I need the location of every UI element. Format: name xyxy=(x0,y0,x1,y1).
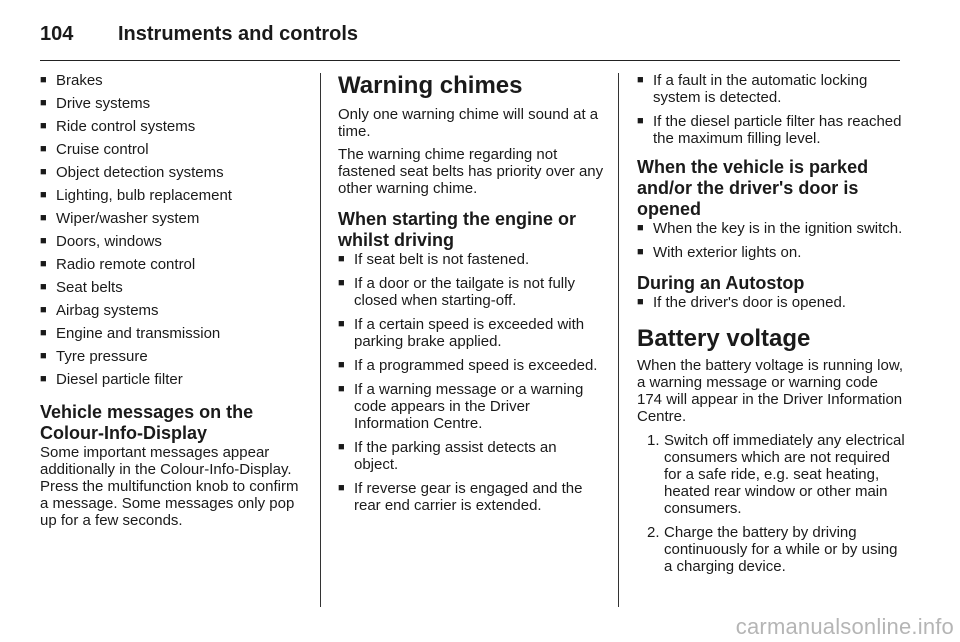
list-item: ■ If the diesel particle filter has reached the maximum filling level. xyxy=(637,113,907,147)
list-item: ■ With exterior lights on. xyxy=(637,244,907,261)
list-item: ■ If the parking assist detects an object. xyxy=(338,439,604,473)
column-3 xyxy=(637,72,907,582)
column-divider xyxy=(618,73,619,607)
list-item: ■ If the driver's door is opened. xyxy=(637,294,907,311)
page-number: 104 xyxy=(40,22,74,45)
step-number: 1. xyxy=(647,432,660,449)
list-item: ■ Engine and transmission xyxy=(40,325,304,342)
list-item: ■ Cruise control xyxy=(40,141,304,158)
list-item: ■ If a certain speed is exceeded with parking brake applied. xyxy=(338,316,604,350)
step-number: 2. xyxy=(647,524,660,541)
step-text: Charge the battery by driving continuously for a while or by using a charging device. xyxy=(664,524,898,575)
autostop-heading: During an Autostop xyxy=(637,273,805,293)
list-item: ■ Brakes xyxy=(40,72,304,89)
list-item: ■ Drive systems xyxy=(40,95,304,112)
column-2 xyxy=(338,72,604,521)
starting-engine-heading: When starting the engine or whilst driving xyxy=(338,209,577,250)
list-item: ■ If reverse gear is engaged and the rear end carrier is extended. xyxy=(338,480,604,514)
colour-info-display-heading: Vehicle messages on the Colour-Info-Display xyxy=(40,402,254,443)
list-item: ■ If a warning message or a warning code appears in the Driver Information Centre. xyxy=(338,381,604,432)
vehicle-parked-heading: When the vehicle is parked and/or the driver's door is opened xyxy=(637,157,869,219)
column-divider xyxy=(320,73,321,607)
warning-chimes-paragraph-1: Only one warning chime will sound at a time. xyxy=(338,106,599,140)
list-item: ■ Tyre pressure xyxy=(40,348,304,365)
list-item: ■ Diesel particle filter xyxy=(40,371,304,388)
list-item: ■ Ride control systems xyxy=(40,118,304,135)
list-item: ■ Doors, windows xyxy=(40,233,304,250)
step-text: Switch off immediately any electrical consumers which are not required for a safe ride, e.g. seat heating, heated rear window or other main consumers. xyxy=(664,432,905,517)
systems-list xyxy=(40,72,304,388)
list-item: ■ Airbag systems xyxy=(40,302,304,319)
list-item: ■ Seat belts xyxy=(40,279,304,296)
column-1 xyxy=(40,72,304,529)
list-item: ■ If a programmed speed is exceeded. xyxy=(338,357,604,374)
list-item: ■ If a door or the tailgate is not fully closed when starting-off. xyxy=(338,275,604,309)
list-item: ■ Radio remote control xyxy=(40,256,304,273)
starting-engine-list xyxy=(338,251,604,514)
warning-chimes-paragraph-2: The warning chime regarding not fastened seat belts has priority over any other warning chime. xyxy=(338,146,604,197)
list-item xyxy=(637,524,907,575)
list-item: ■ If seat belt is not fastened. xyxy=(338,251,604,268)
list-item: ■ If a fault in the automatic locking system is detected. xyxy=(637,72,907,106)
list-item xyxy=(637,432,907,517)
colour-info-display-paragraph: Some important messages appear additionally in the Colour-Info-Display. Press the multifunction knob to confirm a message. Some messages only pop up for a few seconds. xyxy=(40,444,299,529)
list-item: ■ Wiper/washer system xyxy=(40,210,304,227)
battery-steps-list xyxy=(637,432,907,575)
autostop-list xyxy=(637,294,907,311)
page-title: Instruments and controls xyxy=(118,22,359,45)
battery-voltage-paragraph: When the battery voltage is running low, a warning message or warning code 174 will appear in the Driver Information Centre. xyxy=(637,357,903,425)
fault-list xyxy=(637,72,907,147)
warning-chimes-title: Warning chimes xyxy=(338,72,523,99)
battery-voltage-title: Battery voltage xyxy=(637,325,811,352)
list-item: ■ Object detection systems xyxy=(40,164,304,181)
vehicle-parked-list xyxy=(637,220,907,261)
header-rule xyxy=(40,60,900,61)
list-item: ■ When the key is in the ignition switch. xyxy=(637,220,907,237)
watermark: carmanualsonline.info xyxy=(735,614,954,639)
list-item: ■ Lighting, bulb replacement xyxy=(40,187,304,204)
page-header xyxy=(40,18,900,50)
